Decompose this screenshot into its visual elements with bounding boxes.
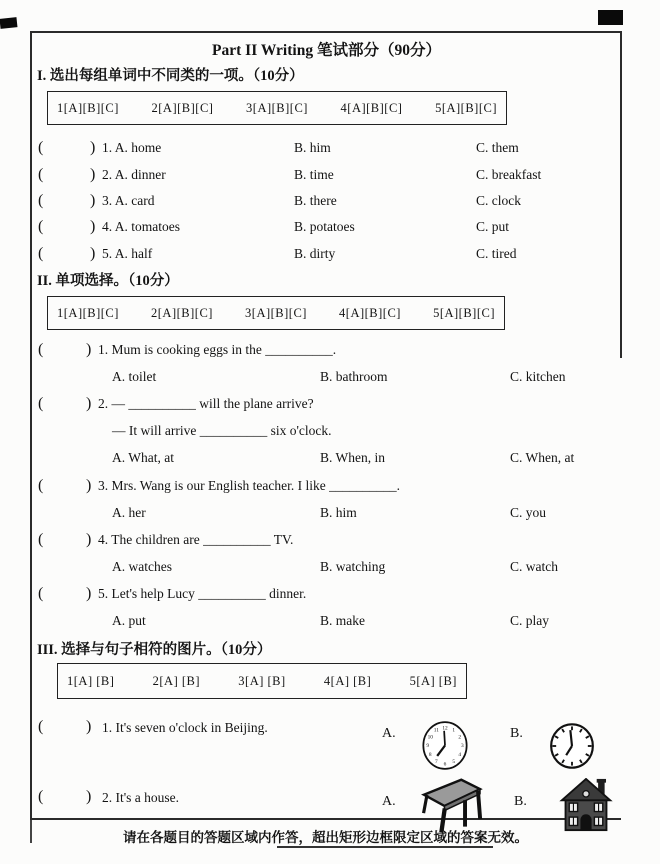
answer-paren-open: ( (38, 718, 44, 735)
answer-paren-open: ( (38, 394, 44, 412)
option-b: B. make (320, 613, 365, 629)
question-stem-row (32, 526, 621, 553)
option-b: B. When, in (320, 450, 385, 466)
grid-cell: 4[A] [B] (323, 673, 372, 688)
grid-cell: 4[A][B][C] (339, 305, 401, 320)
question-stem: 1. Mum is cooking eggs in the __________. (98, 341, 337, 357)
svg-text:1: 1 (452, 727, 456, 734)
question-row (32, 161, 621, 187)
option-a: A. her (112, 504, 146, 520)
picture-option-b-label: B. (510, 726, 523, 741)
option-b: B. him (294, 140, 331, 156)
options-row (32, 363, 621, 390)
grid-cell: 2[A] [B] (152, 673, 201, 688)
grid-cell: 3[A][B][C] (246, 100, 308, 115)
answer-paren-open: ( (38, 340, 44, 358)
question-stem-row (32, 336, 621, 363)
question-stem-row (32, 390, 621, 417)
question-stem: 1. It's seven o'clock in Beijing. (102, 720, 268, 735)
svg-text:8: 8 (429, 751, 432, 758)
scan-corner-mark (598, 10, 623, 25)
option-a: 5. A. half (102, 245, 153, 261)
question-stem-line2: — It will arrive __________ six o'clock. (112, 423, 332, 439)
grid-cell: 5[A][B][C] (433, 305, 495, 320)
options-row (32, 608, 621, 635)
grid-cell: 3[A][B][C] (245, 305, 307, 320)
option-c: C. them (476, 140, 519, 156)
picture-option-b-label: B. (514, 794, 527, 809)
option-a: A. toilet (112, 368, 157, 384)
answer-paren-close: ) (90, 191, 96, 209)
answer-paren-open: ( (38, 244, 44, 262)
answer-paren-close: ) (90, 244, 96, 262)
svg-text:5: 5 (452, 758, 456, 765)
exam-paper-frame (30, 31, 621, 820)
answer-paren-close: ) (86, 476, 92, 494)
section1-rows (32, 135, 621, 267)
section2-answer-grid (47, 296, 505, 330)
question-row (32, 135, 621, 161)
answer-paren-close: ) (86, 585, 92, 603)
question-stem: 5. Let's help Lucy __________ dinner. (98, 586, 307, 602)
section3-answer-grid (57, 663, 467, 699)
grid-cell: 4[A][B][C] (340, 100, 403, 115)
answer-paren-close: ) (90, 139, 96, 157)
answer-paren-close: ) (86, 340, 92, 358)
picture-option-a-label: A. (382, 726, 396, 741)
option-b: B. bathroom (320, 368, 388, 384)
option-c: C. you (510, 504, 547, 520)
picture-question-row (32, 700, 621, 768)
answer-paren-close: ) (86, 718, 92, 735)
grid-cell: 3[A] [B] (238, 673, 286, 688)
question-stem-row (32, 418, 621, 445)
answer-paren-open: ( (38, 530, 44, 548)
grid-cell: 5[A] [B] (409, 673, 457, 688)
svg-text:12: 12 (442, 725, 448, 732)
picture-question-row (32, 760, 621, 820)
options-row (32, 554, 621, 581)
answer-paren-close: ) (90, 165, 96, 183)
option-a: 3. A. card (102, 192, 155, 208)
option-a: A. watches (112, 559, 172, 575)
section2-heading: II. 单项选择。（10分） (37, 273, 179, 289)
question-stem: 2. — __________ will the plane arrive? (98, 395, 314, 411)
option-a: A. What, at (112, 450, 174, 466)
option-b: B. him (320, 504, 357, 520)
answer-paren-close: ) (86, 788, 92, 805)
option-b: B. there (294, 192, 337, 208)
option-c: C. breakfast (476, 166, 542, 182)
svg-text:11: 11 (433, 727, 440, 734)
grid-cell: 2[A][B][C] (151, 100, 214, 115)
answer-paren-open: ( (38, 218, 44, 236)
option-b: B. potatoes (294, 219, 355, 235)
question-stem: 2. It's a house. (102, 790, 180, 805)
question-stem: 3. Mrs. Wang is our English teacher. I like __________. (98, 477, 400, 493)
answer-paren-open: ( (38, 139, 44, 157)
option-b: B. dirty (294, 245, 336, 261)
option-a: 2. A. dinner (102, 166, 166, 182)
svg-text:9: 9 (426, 743, 430, 750)
option-c: C. put (476, 219, 510, 235)
svg-text:3: 3 (461, 743, 464, 750)
footer-notice: 请在各题目的答题区域内作答，超出矩形边框限定区域的答案无效。 (123, 830, 528, 845)
option-a: 1. A. home (102, 140, 162, 156)
picture-option-a-label: A. (382, 794, 396, 809)
answer-paren-open: ( (38, 165, 44, 183)
option-c: C. play (510, 613, 549, 629)
grid-cell: 1[A] [B] (67, 673, 115, 688)
section1-answer-grid (47, 91, 507, 125)
question-stem: 4. The children are __________ TV. (98, 531, 294, 547)
option-c: C. watch (510, 559, 558, 575)
option-c: C. When, at (510, 450, 575, 466)
grid-cell: 1[A][B][C] (57, 100, 119, 115)
question-row (32, 188, 621, 214)
option-c: C. clock (476, 192, 521, 208)
options-row (32, 445, 621, 472)
section2-questions (32, 336, 621, 635)
question-stem-row (32, 472, 621, 499)
question-row (32, 214, 621, 240)
answer-paren-close: ) (90, 218, 96, 236)
answer-paren-close: ) (86, 394, 92, 412)
section1-heading: I. 选出每组单词中不同类的一项。（10分） (37, 68, 304, 84)
answer-paren-open: ( (38, 191, 44, 209)
grid-cell: 2[A][B][C] (151, 305, 213, 320)
question-row (32, 241, 621, 267)
part-title: Part II Writing 笔试部分（90分） (212, 42, 441, 59)
options-row (32, 499, 621, 526)
svg-text:10: 10 (427, 734, 434, 741)
option-c: C. tired (476, 245, 517, 261)
grid-cell: 5[A][B][C] (435, 100, 497, 115)
scan-binding-mark (0, 17, 17, 29)
answer-paren-open: ( (38, 788, 44, 805)
grid-cell: 1[A][B][C] (57, 305, 119, 320)
answer-paren-close: ) (86, 530, 92, 548)
footer-underline (277, 846, 493, 848)
svg-text:4: 4 (458, 751, 462, 758)
option-b: B. time (294, 166, 334, 182)
option-a: A. put (112, 613, 146, 629)
option-a: 4. A. tomatoes (102, 219, 180, 235)
option-c: C. kitchen (510, 368, 566, 384)
option-b: B. watching (320, 559, 386, 575)
section3-heading: III. 选择与句子相符的图片。（10分） (37, 642, 272, 658)
svg-text:2: 2 (458, 734, 462, 741)
answer-paren-open: ( (38, 585, 44, 603)
answer-paren-open: ( (38, 476, 44, 494)
svg-text:6: 6 (443, 761, 447, 768)
question-stem-row (32, 581, 621, 608)
svg-text:7: 7 (435, 758, 438, 765)
